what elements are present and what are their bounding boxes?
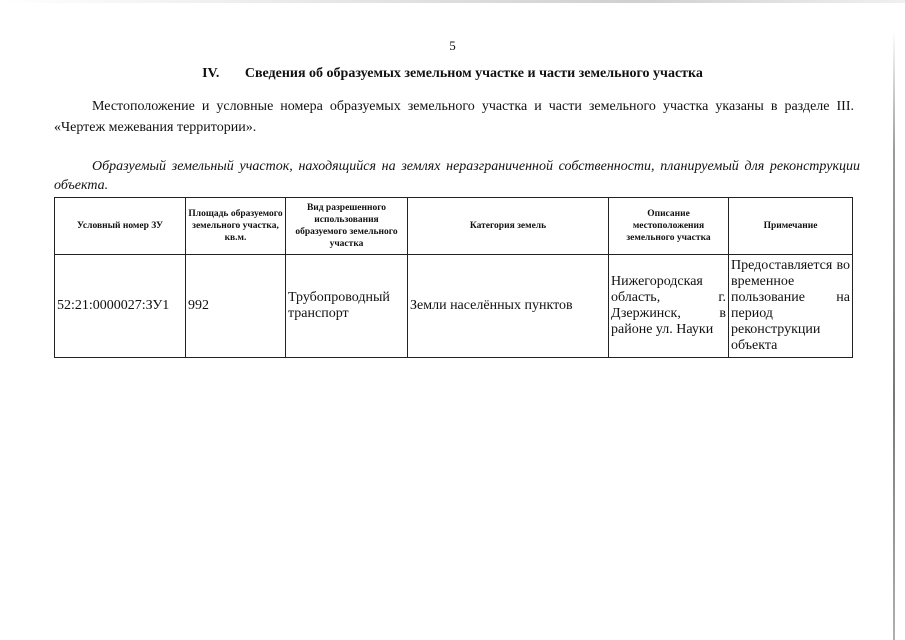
page-number: 5 <box>449 38 456 53</box>
header-area: Площадь образуемого земельного участка, кв.м. <box>186 198 286 255</box>
table-row <box>55 255 853 358</box>
table-header-row <box>55 198 853 255</box>
header-note: Примечание <box>729 198 853 255</box>
section-number: IV. <box>202 66 220 81</box>
scan-right-edge <box>893 30 895 640</box>
header-parcel-number: Условный номер ЗУ <box>55 198 186 255</box>
cell-parcel-number: 52:21:0000027:ЗУ1 <box>55 255 186 358</box>
cell-note: Предоставляется во временное пользование на период реконструкции объекта <box>729 255 853 358</box>
table-caption: Образуемый земельный участок, находящийся на землях неразграниченной собственности, планируемый для реконструкции объекта. <box>54 159 860 193</box>
cell-area: 992 <box>186 255 286 358</box>
parcel-table <box>54 197 853 358</box>
cell-location-description: Нижегородская область, г. Дзержинск, в районе ул. Науки <box>609 255 729 358</box>
location-paragraph: Местоположение и условные номера образуемых земельного участка и части земельного участка указаны в разделе III. «Чертеж межевания территории». <box>54 99 854 135</box>
header-location-description: Описание местоположения земельного участка <box>609 198 729 255</box>
scan-top-edge <box>0 0 905 3</box>
cell-permitted-use: Трубопроводный транспорт <box>286 255 408 358</box>
header-land-category: Категория земель <box>408 198 609 255</box>
header-permitted-use: Вид разрешенного использования образуемого земельного участка <box>286 198 408 255</box>
section-title: Сведения об образуемых земельном участке и части земельного участка <box>244 66 703 81</box>
cell-land-category: Земли населённых пунктов <box>408 255 609 358</box>
section-heading <box>0 66 905 82</box>
